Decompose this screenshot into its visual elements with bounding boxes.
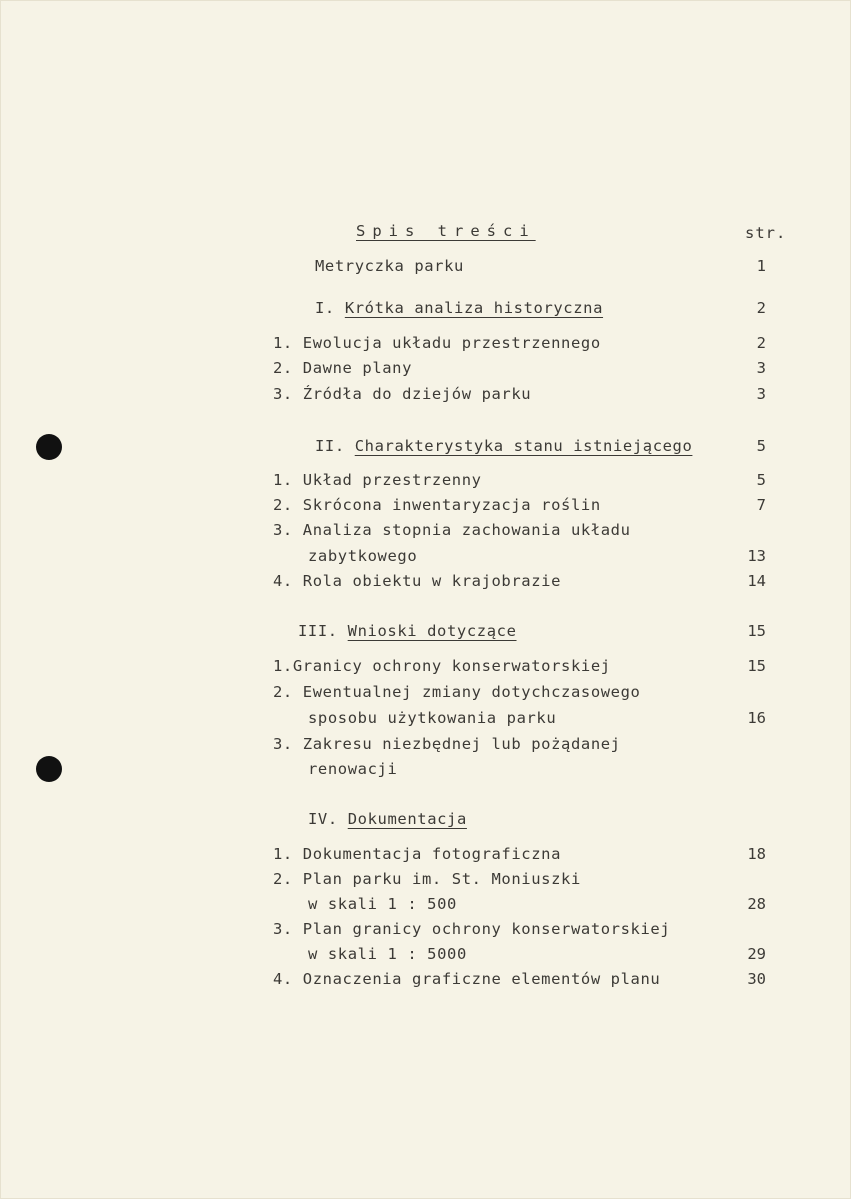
- toc-section: [298, 622, 517, 640]
- section-heading: Krótka analiza historyczna: [344, 299, 604, 317]
- toc-page: 2: [756, 299, 766, 317]
- section-heading: Dokumentacja: [347, 810, 467, 828]
- toc-entry: zabytkowego: [308, 547, 418, 565]
- toc-entry: 4. Rola obiektu w krajobrazie: [273, 572, 562, 590]
- toc-page: 5: [756, 437, 766, 455]
- toc-entry: 2. Ewentualnej zmiany dotychczasowego: [273, 683, 641, 701]
- punch-hole: [36, 434, 62, 460]
- toc-entry: w skali 1 : 500: [308, 895, 457, 913]
- toc-entry: Metryczka parku: [315, 257, 464, 275]
- toc-entry: 3. Analiza stopnia zachowania układu: [273, 521, 631, 539]
- toc-entry: 1. Dokumentacja fotograficzna: [273, 845, 562, 863]
- section-heading: Charakterystyka stanu istniejącego: [354, 437, 693, 455]
- toc-page: 16: [747, 709, 766, 727]
- page-column-header: str.: [745, 224, 787, 242]
- toc-page: 7: [756, 496, 766, 514]
- toc-entry: 3. Źródła do dziejów parku: [273, 385, 532, 403]
- toc-page: 28: [747, 895, 766, 913]
- toc-page: 2: [756, 334, 766, 352]
- section-number: III.: [298, 622, 338, 640]
- toc-entry: 4. Oznaczenia graficzne elementów planu: [273, 970, 661, 988]
- toc-page: 3: [756, 359, 766, 377]
- toc-entry: renowacji: [308, 760, 398, 778]
- toc-page: 14: [747, 572, 766, 590]
- toc-entry: 3. Plan granicy ochrony konserwatorskiej: [273, 920, 671, 938]
- toc-entry: 1. Układ przestrzenny: [273, 471, 482, 489]
- section-number: I.: [315, 299, 335, 317]
- toc-section: [315, 437, 692, 455]
- toc-entry: 1. Ewolucja układu przestrzennego: [273, 334, 601, 352]
- toc-page: 1: [756, 257, 766, 275]
- toc-page: 15: [747, 657, 766, 675]
- toc-page: 18: [747, 845, 766, 863]
- toc-entry: 1.Granicy ochrony konserwatorskiej: [273, 657, 611, 675]
- toc-page: 13: [747, 547, 766, 565]
- section-number: II.: [315, 437, 345, 455]
- toc-page: 30: [747, 970, 766, 988]
- section-number: IV.: [308, 810, 338, 828]
- section-heading: Wnioski dotyczące: [347, 622, 517, 640]
- toc-section: [315, 299, 603, 317]
- toc-entry: 2. Skrócona inwentaryzacja roślin: [273, 496, 601, 514]
- toc-entry: sposobu użytkowania parku: [308, 709, 557, 727]
- toc-entry: w skali 1 : 5000: [308, 945, 467, 963]
- toc-title: Spis treści: [356, 222, 536, 240]
- toc-entry: 2. Plan parku im. St. Moniuszki: [273, 870, 581, 888]
- toc-page: 5: [756, 471, 766, 489]
- toc-page: 3: [756, 385, 766, 403]
- toc-page: 15: [747, 622, 766, 640]
- toc-section: [308, 810, 467, 828]
- toc-entry: 2. Dawne plany: [273, 359, 413, 377]
- toc-page: 29: [747, 945, 766, 963]
- toc-entry: 3. Zakresu niezbędnej lub pożądanej: [273, 735, 621, 753]
- punch-hole: [36, 756, 62, 782]
